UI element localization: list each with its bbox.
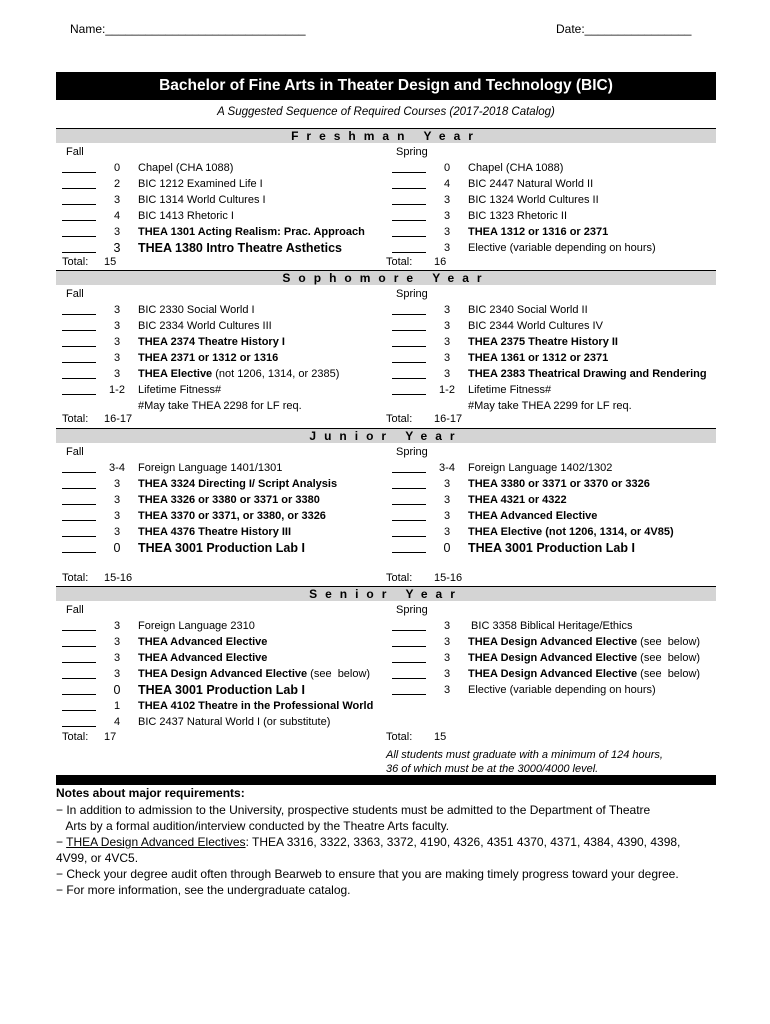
note-item: − For more information, see the undergraduate catalog.: [56, 883, 351, 897]
credit-hours: 3: [113, 368, 121, 380]
course-title: #May take THEA 2298 for LF req.: [138, 400, 302, 412]
spring-course-row: [392, 635, 722, 650]
fall-course-row: [62, 461, 392, 476]
fall-total-value: 15: [104, 256, 117, 268]
fall-course-row: [62, 651, 392, 666]
course-title: BIC 1323 Rhetoric II: [468, 210, 568, 222]
course-name: [138, 193, 266, 208]
spring-total-label: Total:: [386, 572, 413, 584]
grade-blank[interactable]: [62, 335, 96, 347]
course-name: [468, 683, 656, 698]
course-title: Chapel (CHA 1088): [138, 162, 234, 174]
course-name: [468, 241, 656, 256]
credit-hours: 0: [113, 162, 121, 174]
course-name: [468, 477, 650, 492]
note-bullet: −: [56, 835, 67, 849]
course-name: [138, 225, 365, 240]
grade-blank[interactable]: [392, 335, 426, 347]
grade-blank[interactable]: [392, 241, 426, 253]
course-name: [138, 399, 302, 414]
spring-course-row: [392, 367, 722, 382]
course-note: (see below): [637, 668, 701, 680]
course-name: [468, 525, 674, 540]
grade-blank[interactable]: [62, 303, 96, 315]
course-name: [138, 367, 339, 382]
course-title: THEA Advanced Elective: [468, 510, 598, 522]
course-name: [138, 683, 305, 699]
grade-blank[interactable]: [62, 699, 96, 711]
spring-course-row: [392, 225, 722, 240]
fall-course-row: [62, 715, 392, 730]
spring-course-row: [392, 241, 722, 256]
credit-hours: 4: [113, 210, 121, 222]
electives-label: THEA Design Advanced Electives: [66, 835, 246, 849]
course-name: [138, 699, 373, 714]
spring-course-row: [392, 619, 722, 634]
fall-course-row: [62, 335, 392, 350]
course-title: BIC 2330 Social World I: [138, 304, 255, 316]
credit-hours: 3: [113, 636, 121, 648]
fall-label: Fall: [66, 288, 84, 300]
credit-hours: 3: [443, 652, 451, 664]
grade-blank[interactable]: [62, 225, 96, 237]
grade-blank[interactable]: [62, 351, 96, 363]
fall-course-row: [62, 699, 392, 714]
grade-blank[interactable]: [62, 193, 96, 205]
spring-course-row: [392, 383, 722, 398]
credit-hours: 2: [113, 178, 121, 190]
course-name: [138, 335, 285, 350]
course-name: [468, 493, 567, 508]
course-title: THEA 3324 Directing I/ Script Analysis: [138, 478, 338, 490]
year-heading: Senior Year: [56, 587, 716, 601]
grade-blank[interactable]: [392, 651, 426, 663]
fall-course-row: [62, 525, 392, 540]
spring-course-row: [392, 493, 722, 508]
credit-hours: 3: [113, 336, 121, 348]
electives-text: : THEA 3316, 3322, 3363, 3372, 4190, 4326, 4351 4370, 4371, 4384, 4390, 4398,: [245, 835, 681, 849]
notes-divider: [56, 775, 716, 785]
fall-course-row: [62, 225, 392, 240]
note-item: − Check your degree audit often through Bearweb to ensure that you are making timely progress toward your degree.: [56, 867, 679, 881]
note-item: Arts by a formal audition/interview conducted by the Theatre Arts faculty.: [56, 819, 450, 833]
credit-hours: 1-2: [109, 384, 125, 396]
fall-course-row: [62, 161, 392, 176]
credit-hours: 3: [443, 320, 451, 332]
credit-hours: 3: [113, 510, 121, 522]
spring-course-row: [392, 319, 722, 334]
course-name: [138, 161, 233, 176]
course-name: [468, 209, 567, 224]
credit-hours: 3: [443, 226, 451, 238]
grade-blank[interactable]: [62, 715, 96, 727]
course-title: THEA 2375 Theatre History II: [468, 336, 618, 348]
course-name: [468, 541, 635, 557]
course-name: [468, 635, 700, 650]
course-title: BIC 1314 World Cultures I: [138, 194, 266, 206]
course-title: Chapel (CHA 1088): [468, 162, 564, 174]
grade-blank[interactable]: [62, 367, 96, 379]
course-note: (not 1206, 1314, or 2385): [212, 368, 340, 380]
course-title: THEA 3380 or 3371 or 3370 or 3326: [468, 478, 650, 490]
course-name: [138, 525, 291, 540]
credit-hours: 3: [113, 352, 121, 364]
spring-course-row: [392, 351, 722, 366]
graduation-note-line: 36 of which must be at the 3000/4000 level.: [386, 763, 599, 775]
course-name: [138, 477, 337, 492]
course-name: [468, 667, 700, 682]
credit-hours: 3: [113, 304, 121, 316]
credit-hours: 0: [113, 683, 121, 697]
spring-course-row: [392, 525, 722, 540]
course-title: BIC 1413 Rhetoric I: [138, 210, 234, 222]
credit-hours: 3: [443, 478, 451, 490]
note-item: − In addition to admission to the University, prospective students must be admitted to the Department of Theatre: [56, 803, 651, 817]
credit-hours: 0: [113, 541, 121, 555]
spring-course-row: [392, 177, 722, 192]
spring-label: Spring: [396, 446, 428, 458]
grade-blank[interactable]: [392, 161, 426, 173]
course-title: Elective (variable depending on hours): [468, 242, 656, 254]
fall-course-row: [62, 367, 392, 382]
credit-hours: 3: [113, 226, 121, 238]
course-title: THEA 1301 Acting Realism: Prac. Approach: [138, 226, 365, 238]
course-title: THEA 1380 Intro Theatre Asthetics: [138, 241, 342, 255]
fall-course-row: [62, 493, 392, 508]
course-title: BIC 1324 World Cultures II: [468, 194, 599, 206]
course-name: [468, 161, 563, 176]
fall-course-row: [62, 399, 392, 414]
course-title: THEA 3370 or 3371, or 3380, or 3326: [138, 510, 326, 522]
grade-blank[interactable]: [62, 177, 96, 189]
fall-total-label: Total:: [62, 731, 89, 743]
fall-course-row: [62, 241, 392, 256]
grade-blank[interactable]: [62, 683, 96, 695]
course-title: THEA 3001 Production Lab I: [468, 541, 635, 555]
course-title: Lifetime Fitness#: [138, 384, 222, 396]
course-title: THEA 4102 Theatre in the Professional World: [138, 700, 374, 712]
grade-blank[interactable]: [392, 635, 426, 647]
course-title: THEA Design Advanced Elective: [138, 668, 308, 680]
credit-hours: 3: [113, 320, 121, 332]
spring-total-value: 16: [434, 256, 447, 268]
grade-blank[interactable]: [392, 319, 426, 331]
course-title: THEA 1312 or 1316 or 2371: [468, 226, 609, 238]
page-subtitle: A Suggested Sequence of Required Courses (2017-2018 Catalog): [217, 106, 555, 118]
credit-hours: 0: [443, 162, 451, 174]
spring-course-row: [392, 461, 722, 476]
year-heading: Freshman Year: [56, 129, 716, 143]
credit-hours: 3: [443, 636, 451, 648]
course-name: [138, 541, 305, 557]
course-title: BIC 2437 Natural World I (or substitute): [138, 716, 331, 728]
course-name: [468, 383, 551, 398]
graduation-note: [386, 748, 663, 776]
grade-blank[interactable]: [62, 541, 96, 553]
spring-course-row: [392, 477, 722, 492]
spring-total-label: Total:: [386, 413, 413, 425]
credit-hours: 3: [443, 336, 451, 348]
course-name: [138, 635, 267, 650]
grade-blank[interactable]: [62, 525, 96, 537]
fall-course-row: [62, 683, 392, 698]
spring-course-row: [392, 209, 722, 224]
fall-total-value: 16-17: [104, 413, 133, 425]
course-title: THEA 3001 Production Lab I: [138, 541, 305, 555]
fall-course-row: [62, 209, 392, 224]
fall-total-label: Total:: [62, 413, 89, 425]
course-title: BIC 2344 World Cultures IV: [468, 320, 603, 332]
fall-course-row: [62, 509, 392, 524]
course-title: THEA 1361 or 1312 or 2371: [468, 352, 609, 364]
course-name: [138, 319, 272, 334]
course-name: [468, 319, 603, 334]
grade-blank[interactable]: [392, 477, 426, 489]
credit-hours: 3: [113, 478, 121, 490]
fall-course-row: [62, 667, 392, 682]
course-title: BIC 2340 Social World II: [468, 304, 588, 316]
credit-hours: 3: [113, 652, 121, 664]
notes-list: [56, 802, 726, 898]
course-note: (see below): [637, 652, 701, 664]
course-title: BIC 2447 Natural World II: [468, 178, 594, 190]
course-name: [468, 399, 632, 414]
grade-blank[interactable]: [392, 367, 426, 379]
grade-blank[interactable]: [392, 619, 426, 631]
grade-blank[interactable]: [392, 541, 426, 553]
spring-total-value: 15-16: [434, 572, 463, 584]
graduation-note-line: All students must graduate with a minimum of 124 hours,: [386, 749, 663, 761]
fall-total-label: Total:: [62, 256, 89, 268]
course-name: [138, 241, 342, 257]
name-field-label: Name:______________________________: [70, 22, 306, 36]
course-name: [138, 619, 255, 634]
fall-course-row: [62, 619, 392, 634]
spring-course-row: [392, 161, 722, 176]
credit-hours: 3: [443, 352, 451, 364]
course-title: Lifetime Fitness#: [468, 384, 552, 396]
grade-blank[interactable]: [62, 241, 96, 253]
credit-hours: 3: [113, 620, 121, 632]
fall-course-row: [62, 635, 392, 650]
course-title: BIC 3358 Biblical Heritage/Ethics: [468, 620, 633, 632]
grade-blank[interactable]: [392, 509, 426, 521]
course-name: [468, 651, 700, 666]
grade-blank[interactable]: [62, 161, 96, 173]
course-name: [138, 209, 234, 224]
credit-hours: 3: [113, 194, 121, 206]
credit-hours: 3: [443, 668, 451, 680]
credit-hours: 0: [443, 541, 451, 555]
credit-hours: 3-4: [109, 462, 125, 474]
fall-course-row: [62, 383, 392, 398]
grade-blank[interactable]: [62, 477, 96, 489]
course-name: [138, 461, 282, 476]
grade-blank[interactable]: [392, 667, 426, 679]
course-name: [468, 367, 707, 382]
grade-blank[interactable]: [62, 651, 96, 663]
credit-hours: 3: [443, 620, 451, 632]
grade-blank[interactable]: [62, 383, 96, 395]
course-name: [468, 335, 618, 350]
course-name: [138, 303, 255, 318]
note-item: 4V99, or 4VC5.: [56, 851, 139, 865]
spring-total-value: 15: [434, 731, 447, 743]
course-note: (see below): [637, 636, 701, 648]
course-title: THEA Advanced Elective: [138, 636, 268, 648]
fall-course-row: [62, 477, 392, 492]
grade-blank[interactable]: [62, 667, 96, 679]
course-name: [468, 177, 593, 192]
credit-hours: 3: [113, 668, 121, 680]
credit-hours: 3: [443, 242, 451, 254]
spring-course-row: [392, 399, 722, 414]
note-item-electives: [56, 834, 726, 850]
course-title: THEA 2374 Theatre History I: [138, 336, 285, 348]
course-title: BIC 1212 Examined Life I: [138, 178, 263, 190]
grade-blank[interactable]: [392, 351, 426, 363]
course-name: [468, 619, 632, 634]
fall-label: Fall: [66, 146, 84, 158]
fall-course-row: [62, 319, 392, 334]
fall-course-row: [62, 303, 392, 318]
credit-hours: 3: [443, 304, 451, 316]
course-title: THEA 4376 Theatre History III: [138, 526, 292, 538]
spring-total-label: Total:: [386, 256, 413, 268]
grade-blank[interactable]: [392, 225, 426, 237]
year-heading: Junior Year: [56, 429, 716, 443]
course-title: THEA 2371 or 1312 or 1316: [138, 352, 279, 364]
date-field-label: Date:________________: [556, 22, 692, 36]
grade-blank[interactable]: [62, 619, 96, 631]
spring-course-row: [392, 651, 722, 666]
spring-course-row: [392, 509, 722, 524]
grade-blank[interactable]: [392, 525, 426, 537]
spring-course-row: [392, 303, 722, 318]
grade-blank[interactable]: [62, 209, 96, 221]
credit-hours: 1-2: [439, 384, 455, 396]
credit-hours: 3: [113, 494, 121, 506]
grade-blank[interactable]: [62, 493, 96, 505]
grade-blank[interactable]: [392, 383, 426, 395]
course-title: Elective (variable depending on hours): [468, 684, 656, 696]
course-name: [138, 351, 278, 366]
course-title: Foreign Language 2310: [138, 620, 255, 632]
course-title: Foreign Language 1401/1301: [138, 462, 283, 474]
credit-hours: 3-4: [439, 462, 455, 474]
course-name: [138, 493, 320, 508]
grade-blank[interactable]: [392, 193, 426, 205]
spring-course-row: [392, 541, 722, 556]
credit-hours: 1: [113, 700, 121, 712]
spring-label: Spring: [396, 146, 428, 158]
course-title: #May take THEA 2299 for LF req.: [468, 400, 632, 412]
spring-total-value: 16-17: [434, 413, 463, 425]
spring-course-row: [392, 667, 722, 682]
credit-hours: 4: [113, 716, 121, 728]
course-title: BIC 2334 World Cultures III: [138, 320, 272, 332]
course-name: [468, 351, 608, 366]
spring-label: Spring: [396, 604, 428, 616]
spring-total-label: Total:: [386, 731, 413, 743]
grade-blank[interactable]: [62, 319, 96, 331]
grade-blank[interactable]: [392, 177, 426, 189]
spring-course-row: [392, 193, 722, 208]
course-name: [138, 509, 326, 524]
course-name: [468, 303, 588, 318]
course-name: [138, 667, 370, 682]
course-name: [138, 651, 267, 666]
grade-blank[interactable]: [62, 509, 96, 521]
course-name: [138, 715, 330, 730]
fall-total-value: 15-16: [104, 572, 133, 584]
credit-hours: 3: [443, 494, 451, 506]
course-name: [468, 509, 597, 524]
course-title: THEA Elective (not 1206, 1314, or 4V85): [468, 526, 674, 538]
course-title: THEA 2383 Theatrical Drawing and Rendering: [468, 368, 707, 380]
fall-course-row: [62, 193, 392, 208]
fall-label: Fall: [66, 446, 84, 458]
course-title: THEA Design Advanced Elective: [468, 636, 638, 648]
spring-course-row: [392, 683, 722, 698]
page-title: Bachelor of Fine Arts in Theater Design and Technology (BIC): [56, 72, 716, 100]
course-name: [468, 193, 599, 208]
credit-hours: 3: [443, 526, 451, 538]
credit-hours: 3: [113, 526, 121, 538]
course-title: Foreign Language 1402/1302: [468, 462, 613, 474]
grade-blank[interactable]: [392, 461, 426, 473]
course-name: [138, 177, 263, 192]
course-title: THEA 3326 or 3380 or 3371 or 3380: [138, 494, 320, 506]
course-name: [468, 461, 612, 476]
fall-course-row: [62, 351, 392, 366]
spring-course-row: [392, 335, 722, 350]
course-title: THEA 3001 Production Lab I: [138, 683, 305, 697]
grade-blank[interactable]: [392, 303, 426, 315]
grade-blank[interactable]: [392, 209, 426, 221]
course-name: [138, 383, 221, 398]
course-title: THEA Design Advanced Elective: [468, 668, 638, 680]
fall-course-row: [62, 177, 392, 192]
course-title: THEA Advanced Elective: [138, 652, 268, 664]
credit-hours: 3: [443, 210, 451, 222]
credit-hours: 3: [443, 368, 451, 380]
credit-hours: 4: [443, 178, 451, 190]
credit-hours: 3: [443, 194, 451, 206]
credit-hours: 3: [443, 510, 451, 522]
year-heading: Sophomore Year: [56, 271, 716, 285]
course-name: [468, 225, 608, 240]
spring-label: Spring: [396, 288, 428, 300]
grade-blank[interactable]: [392, 493, 426, 505]
fall-label: Fall: [66, 604, 84, 616]
fall-total-value: 17: [104, 731, 117, 743]
grade-blank[interactable]: [62, 635, 96, 647]
grade-blank[interactable]: [392, 683, 426, 695]
course-title: THEA 4321 or 4322: [468, 494, 567, 506]
course-title: THEA Design Advanced Elective: [468, 652, 638, 664]
credit-hours: 3: [443, 684, 451, 696]
notes-heading: Notes about major requirements:: [56, 786, 245, 800]
fall-course-row: [62, 541, 392, 556]
fall-total-label: Total:: [62, 572, 89, 584]
credit-hours: 3: [113, 241, 121, 255]
course-title: THEA Elective: [138, 368, 213, 380]
course-note: (see below): [307, 668, 371, 680]
grade-blank[interactable]: [62, 461, 96, 473]
